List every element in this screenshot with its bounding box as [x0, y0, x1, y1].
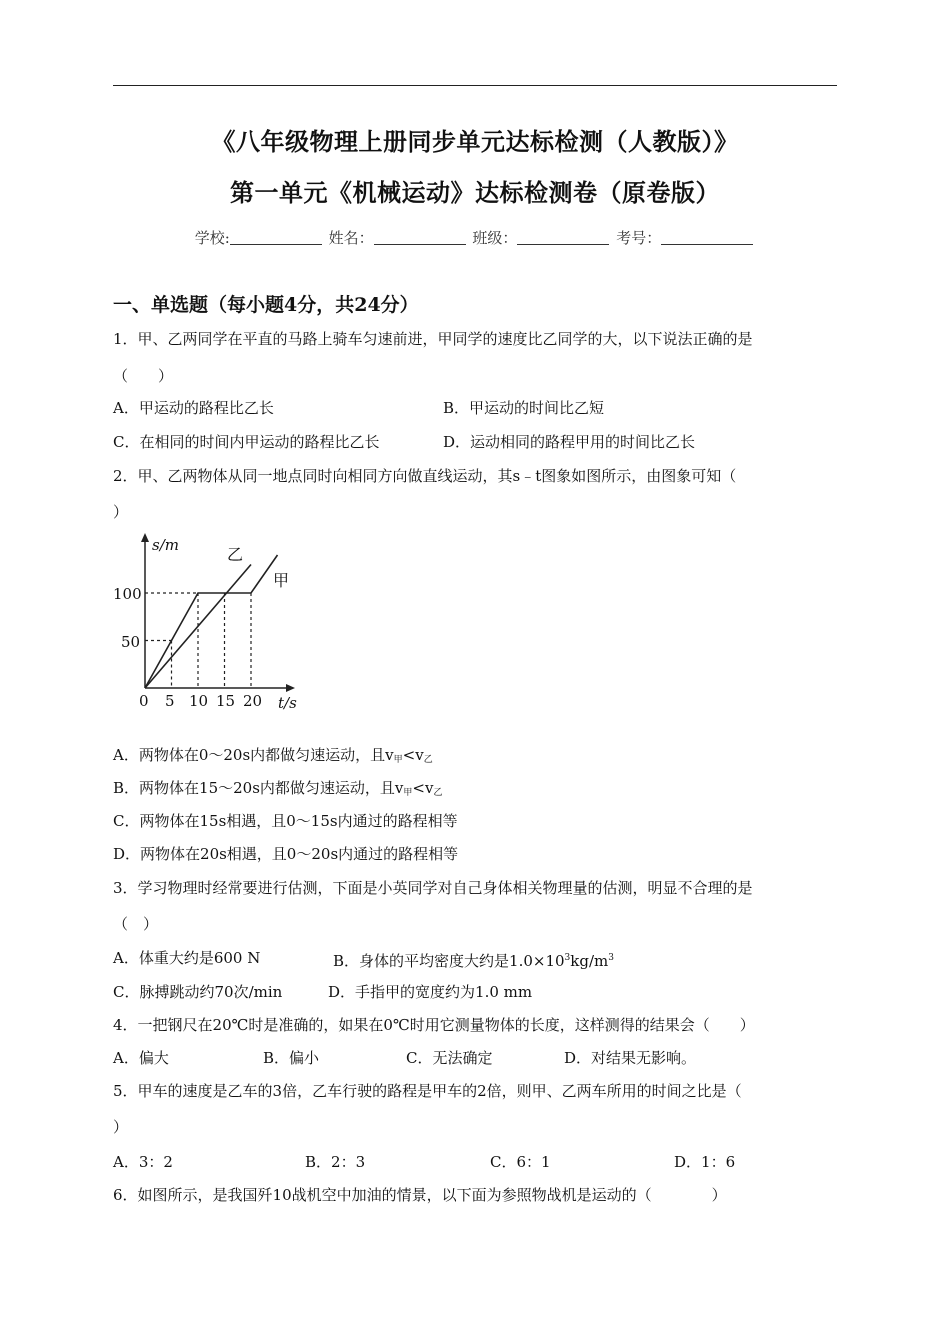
q3-option-c: C．脉搏跳动约70次/min — [113, 983, 283, 1001]
x-tick-5: 5 — [165, 692, 175, 710]
exam-no-label: 考号： — [616, 229, 662, 247]
doc-subtitle: 第一单元《机械运动》达标检测卷（原卷版） — [230, 178, 720, 207]
exam-no-blank[interactable] — [661, 230, 753, 245]
q4-option-b: B．偏小 — [263, 1049, 320, 1067]
class-label: 班级： — [472, 229, 518, 247]
x-tick-0: 0 — [139, 692, 149, 710]
doc-title: 《八年级物理上册同步单元达标检测（人教版）》 — [211, 127, 739, 156]
q3-paren: （ ） — [113, 915, 159, 933]
series-line-yi — [145, 565, 251, 689]
q4-stem: 4．一把钢尺在20℃时是准确的，如果在0℃时用它测量物体的长度，这样测得的结果会（ ） — [113, 1016, 755, 1034]
x-axis-arrow — [286, 684, 295, 692]
y-tick-100: 100 — [113, 585, 142, 603]
section-heading: 一、单选题（每小题4分，共24分） — [113, 294, 419, 316]
q2-option-a: A．两物体在0～20s内都做匀速运动，且$v_甲<v_乙$ — [113, 746, 433, 765]
q1-stem: 1．甲、乙两同学在平直的马路上骑车匀速前进，甲同学的速度比乙同学的大，以下说法正确的是 — [113, 330, 753, 348]
q3-option-a: A．体重大约是600 N — [113, 949, 261, 967]
line-label-jia: 甲 — [273, 571, 290, 590]
q2-paren: ） — [113, 503, 129, 521]
q2-option-c: C．两物体在15s相遇，且0～15s内通过的路程相等 — [113, 812, 458, 830]
y-tick-50: 50 — [121, 633, 141, 651]
header-rule — [113, 85, 837, 86]
st-graph — [110, 528, 320, 718]
q1-option-a: A．甲运动的路程比乙长 — [113, 399, 274, 417]
q4-option-d: D．对结果无影响。 — [564, 1049, 697, 1067]
class-blank[interactable] — [517, 230, 609, 245]
q1-option-b: B．甲运动的时间比乙短 — [443, 399, 605, 417]
line-label-yi: 乙 — [227, 545, 244, 564]
q3-option-d: D．手指甲的宽度约为1.0 mm — [328, 983, 533, 1001]
q2-option-b: B．两物体在15～20s内都做匀速运动，且$v_甲<v_乙$ — [113, 779, 443, 798]
x-tick-20: 20 — [243, 692, 263, 710]
q4-option-a: A．偏大 — [113, 1049, 169, 1067]
q5-stem: 5．甲车的速度是乙车的3倍，乙车行驶的路程是甲车的2倍，则甲、乙两车所用的时间之比是（ — [113, 1082, 742, 1100]
q1-paren: （ ） — [113, 367, 174, 385]
x-tick-10: 10 — [189, 692, 209, 710]
name-blank[interactable] — [374, 230, 466, 245]
q4-option-c: C．无法确定 — [406, 1049, 493, 1067]
student-info-line — [0, 227, 950, 248]
q6-stem: 6．如图所示，是我国歼10战机空中加油的情景，以下面为参照物战机是运动的（ ） — [113, 1186, 727, 1204]
q5-option-d: D．1：6 — [674, 1153, 736, 1171]
school-label: 学校: — [194, 229, 230, 247]
q5-paren: ） — [113, 1118, 129, 1136]
q5-option-a: A．3：2 — [113, 1153, 173, 1171]
school-blank[interactable] — [230, 230, 322, 245]
q1-option-d: D．运动相同的路程甲用的时间比乙长 — [443, 433, 696, 451]
name-label: 姓名： — [328, 229, 374, 247]
x-tick-15: 15 — [216, 692, 236, 710]
q3-stem: 3．学习物理时经常要进行估测，下面是小英同学对自己身体相关物理量的估测，明显不合理的是 — [113, 879, 753, 897]
series-line-jia — [145, 555, 278, 688]
q2-option-d: D．两物体在20s相遇，且0～20s内通过的路程相等 — [113, 845, 459, 863]
x-axis-label: t/s — [278, 694, 297, 712]
q5-option-c: C．6：1 — [490, 1153, 551, 1171]
q1-option-c: C．在相同的时间内甲运动的路程比乙长 — [113, 433, 380, 451]
y-axis-arrow — [141, 533, 149, 542]
q3-option-b: B．身体的平均密度大约是$1.0\times 10^3kg/m^3$ — [333, 952, 614, 970]
q2-stem: 2．甲、乙两物体从同一地点同时向相同方向做直线运动，其s﹣t图象如图所示，由图象可知（ — [113, 467, 737, 485]
y-axis-label: s/m — [152, 536, 179, 554]
q5-option-b: B．2：3 — [305, 1153, 366, 1171]
